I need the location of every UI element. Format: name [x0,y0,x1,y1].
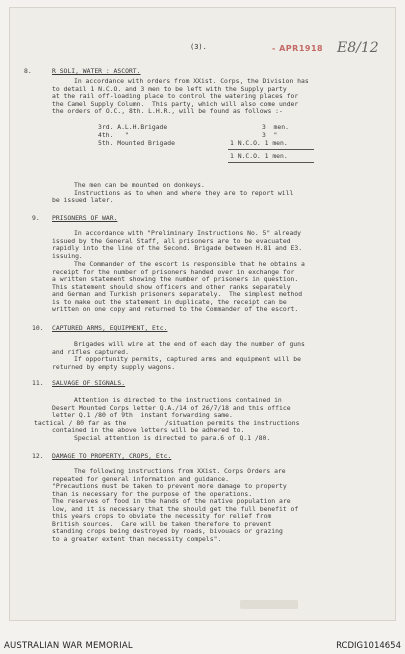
section-8-note: be issued later. [52,196,114,204]
section-11-title: SALVAGE OF SIGNALS. [52,379,126,387]
section-8-line: the orders of O.C., 8th. L.H.R., will be found as follows :- [52,107,283,115]
section-8-number: 8. [24,67,32,75]
section-8-line: In accordance with orders from XXist. Corps, the Division has [74,77,309,85]
section-8-line: the Camel Supply Column. This party, which will also come under [52,99,299,108]
section-9-line: written on one copy and returned to the Commander of the escort. [52,305,299,313]
allocation-unit: 3rd. A.L.H.Brigade [98,123,168,131]
faint-stamp-mark [240,600,298,609]
section-8-line: at the rail off-loading place to control the watering places for [52,92,299,100]
section-12-line: to a greater extent than necessity compels". [52,534,222,543]
section-10-line: and rifles captured. [52,347,129,356]
page-number: (3). [190,43,207,51]
section-12-title: DAMAGE TO PROPERTY, CROPS, Etc. [52,452,172,460]
section-12-line: British sources. Care will be taken therefore to prevent [52,519,272,528]
section-9-line: issued by the General Staff, all prisoners are to be evacuated [52,236,291,245]
total-rule [228,149,314,150]
section-11-line: letter Q.1 /80 of 9th instant forwarding same. [52,411,233,419]
section-12-number: 12. [32,452,44,460]
footer-credit: AUSTRALIAN WAR MEMORIAL [4,641,133,651]
allocation-qty: 3 men. [262,123,289,131]
allocation-qty: 1 N.C.O. 1 men. [230,139,288,147]
allocation-unit: 5th. Mounted Brigade [98,139,175,147]
section-9-title: PRISONERS OF WAR. [52,214,118,222]
section-12-line: The reserves of food in the hands of the native population are [52,497,291,505]
section-11-line: contained in the above letters will be adhered to. [52,426,245,434]
section-11-line: Attention is directed to the instructions contained in [74,396,282,404]
section-9-number: 9. [32,214,40,222]
handwritten-reference: E8/12 [337,40,379,56]
section-12-line: than is necessary for the purpose of the operations. [52,489,253,498]
section-9-line: a written statement showing the number of prisoners in question. [52,275,299,283]
section-10-title: CAPTURED ARMS, EQUIPMENT, Etc. [52,324,168,332]
section-12-line: "Precautions must be taken to prevent more damage to property [52,482,287,490]
section-10-line: If opportunity permits, captured arms and equipment will be [74,355,302,363]
section-11-line: Desert Mounted Corps letter Q.A./14 of 26/7/18 and this office [52,403,291,412]
section-9-line: rapidly into the line of the Second. Brigade between H.81 and E3. [52,244,303,252]
section-8-line: to detail 1 N.C.O. and 3 men to be left with the Supply party [52,84,287,93]
section-8-note: The men can be mounted on donkeys. [74,181,205,189]
allocation-qty: 3 " [262,131,278,139]
section-11-line: tactical / 80 far as the /situation permits the instructions [34,418,300,427]
section-12-line: repeated for general information and guidance. [52,474,229,483]
section-8-note: Instructions as to when and where they are to report will [74,188,294,197]
section-9-line: receipt for the number of prisoners handed over in exchange for [52,267,295,276]
section-12-line: standing crops being destroyed by roads, bivouacs or grazing [52,527,283,535]
section-11-line: Special attention is directed to para.6 of Q.1 /80. [74,433,271,442]
section-9-line: and German and Turkish prisoners separately. The simplest method [52,290,303,298]
section-12-line: low, and it is necessary that the should get the full benefit of [52,504,299,513]
section-9-line: issuing. [52,251,83,260]
section-9-line: The Commander of the escort is responsible that he obtains a [74,260,305,268]
section-12-line: The following instructions from XXist. Corps Orders are [74,467,286,475]
allocation-total: 1 N.C.O. 1 men. [230,152,288,160]
allocation-unit: 4th. " [98,131,129,139]
section-10-line: Brigades will wire at the end of each day the number of guns [74,340,305,348]
section-9-line: This statement should show officers and other ranks separately [52,282,291,291]
section-11-number: 11. [32,379,44,387]
section-8-title: R SOLI, WATER : ASCORT. [52,67,141,75]
total-rule-bottom [228,162,314,163]
section-9-line: is to make out the statement in duplicate, the receipt can be [52,297,287,306]
section-12-line: this years crops to obviate the necessity for relief from [52,512,272,520]
section-10-line: returned by empty supply wagons. [52,362,176,371]
footer-record-id: RCDIG1014654 [336,641,401,651]
date-stamp: - APR1918 [272,44,324,53]
section-10-number: 10. [32,324,44,332]
section-9-line: In accordance with "Preliminary Instructions No. 5" already [74,229,302,237]
